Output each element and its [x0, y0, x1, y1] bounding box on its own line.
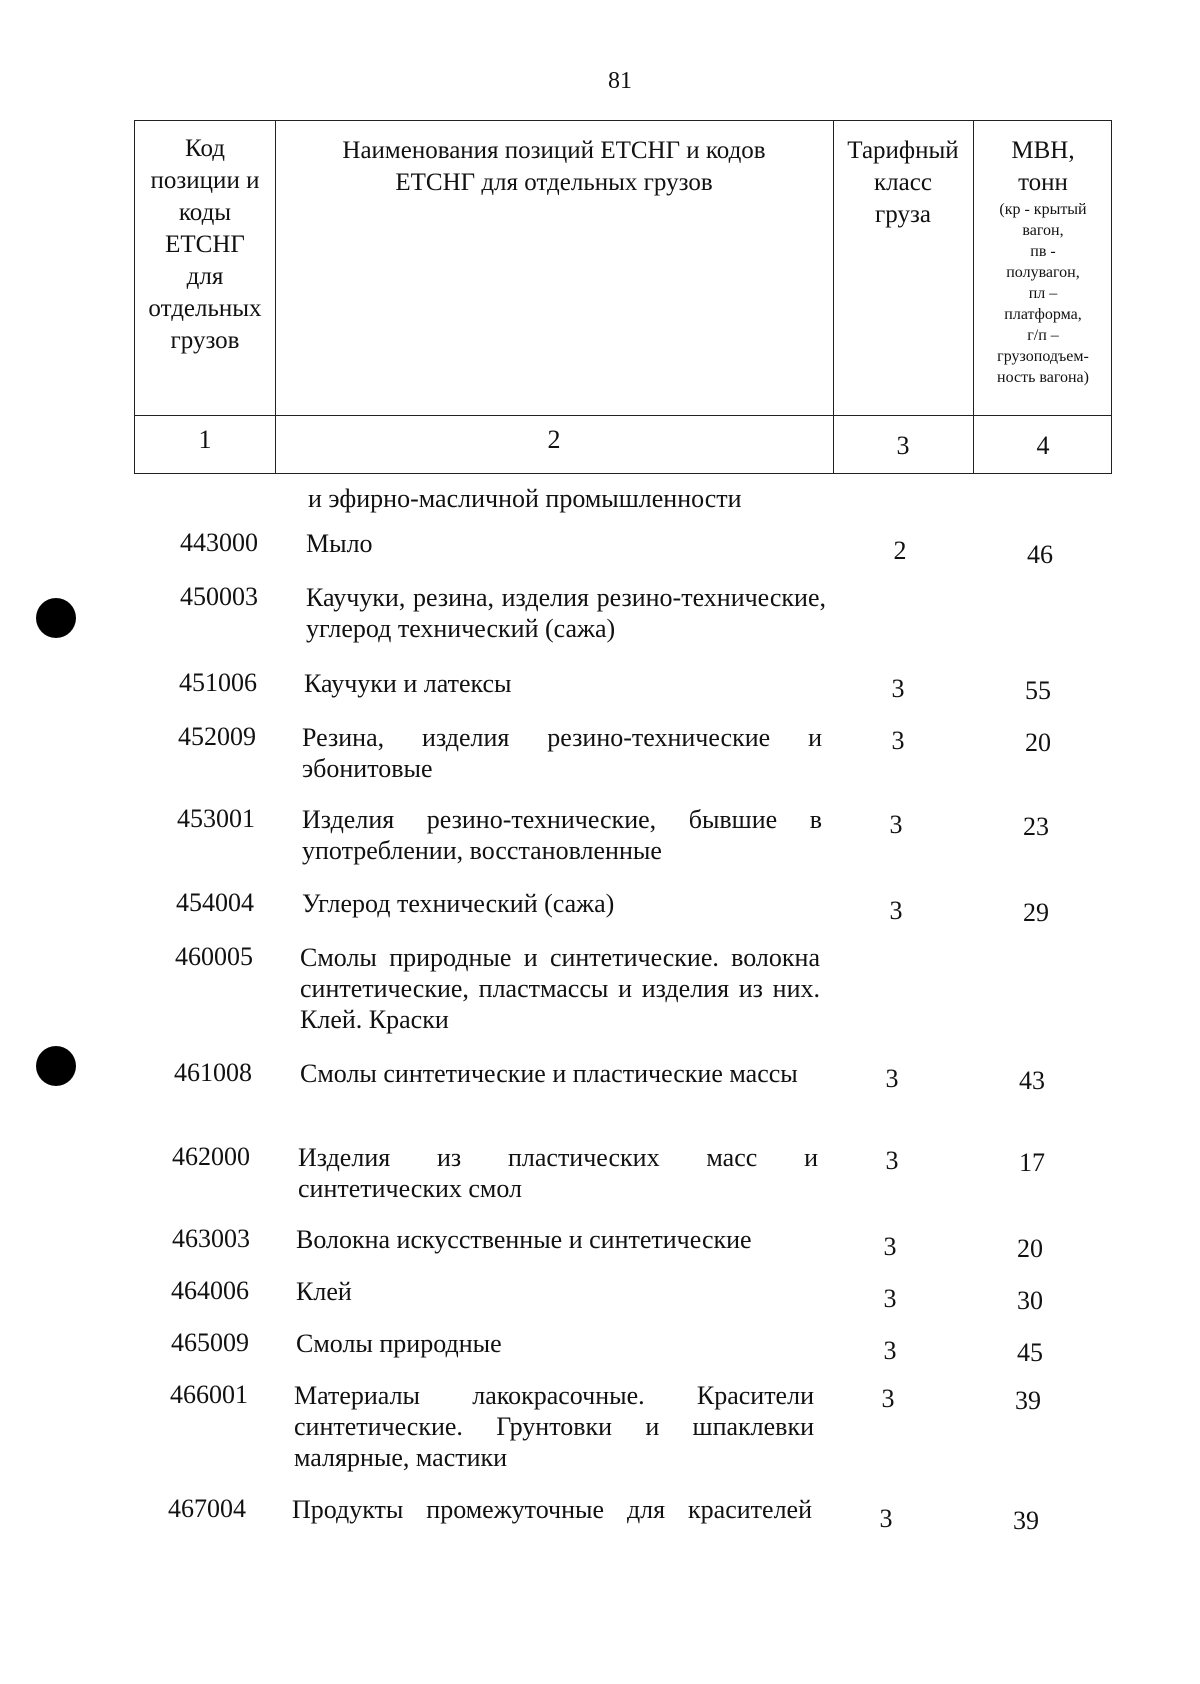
position-code: 466001 [170, 1380, 248, 1409]
tariff-class: 3 [883, 1336, 897, 1365]
header-text: Тарифный [847, 137, 959, 164]
header-note: ность вагона) [997, 369, 1089, 386]
position-code: 461008 [174, 1058, 252, 1087]
tariff-class: 3 [889, 810, 903, 839]
position-code: 464006 [171, 1276, 249, 1305]
mvn-value: 20 [1025, 728, 1051, 757]
header-number-divider [135, 415, 1111, 416]
position-code: 467004 [168, 1494, 246, 1523]
position-name: Резина, изделия резино-технические и эбонитовые [302, 723, 822, 783]
header-note: пл – [1028, 285, 1058, 302]
mvn-value: 39 [1015, 1386, 1041, 1415]
header-text: класс [874, 169, 932, 196]
page-number: 81 [608, 68, 632, 94]
mvn-value: 55 [1025, 676, 1051, 705]
position-name: Изделия резино-технические, бывшие в употреблении, восстановленные [302, 805, 822, 865]
tariff-class: 2 [893, 536, 907, 565]
header-col3 [833, 135, 973, 231]
punch-hole-mark [36, 1046, 76, 1086]
mvn-value: 23 [1023, 812, 1049, 841]
position-name: Углерод технический (сажа) [302, 889, 615, 918]
position-code: 460005 [175, 942, 253, 971]
tariff-class: 3 [885, 1064, 899, 1093]
position-name: Смолы природные [296, 1329, 502, 1358]
mvn-value: 20 [1017, 1234, 1043, 1263]
position-name: Волокна искусственные и синтетические [296, 1225, 752, 1254]
position-name: Продукты промежуточные для красителей [292, 1495, 812, 1524]
header-text: коды [178, 199, 232, 226]
column-number: 2 [547, 425, 561, 454]
table-header [134, 120, 1112, 474]
tariff-class: 3 [881, 1384, 895, 1413]
header-col4 [973, 135, 1113, 388]
header-note: грузоподъем- [997, 348, 1089, 365]
header-text: Код [185, 135, 225, 162]
header-text: отдельных [148, 295, 262, 322]
header-text: МВН, [1011, 137, 1075, 164]
position-name: Изделия из пластических масс и синтетических смол [298, 1143, 818, 1203]
header-col1 [135, 133, 275, 357]
position-code: 443000 [180, 528, 258, 557]
header-text: ЕТСНГ [165, 231, 245, 258]
tariff-class: 3 [879, 1504, 893, 1533]
header-text: позиции и [150, 167, 260, 194]
header-text: груза [875, 201, 931, 228]
header-text: грузов [170, 327, 240, 354]
tariff-class: 3 [889, 896, 903, 925]
position-code: 465009 [171, 1328, 249, 1357]
position-name: Материалы лакокрасочные. Красители синтетические. Грунтовки и шпаклевки малярные, мастики [294, 1381, 814, 1472]
mvn-value: 29 [1023, 898, 1049, 927]
column-number: 3 [896, 431, 910, 460]
position-code: 450003 [180, 582, 258, 611]
mvn-value: 45 [1017, 1338, 1043, 1367]
position-code: 453001 [177, 804, 255, 833]
column-number: 4 [1036, 431, 1050, 460]
position-code: 454004 [176, 888, 254, 917]
position-code: 462000 [172, 1142, 250, 1171]
position-name: Мыло [306, 529, 373, 558]
position-name: Смолы синтетические и пластические массы [300, 1059, 798, 1088]
continuation-text: и эфирно-масличной промышленности [308, 484, 742, 513]
tariff-class: 3 [885, 1146, 899, 1175]
tariff-class: 3 [883, 1284, 897, 1313]
header-note: (кр - крытый [999, 201, 1087, 218]
position-name: Смолы природные и синтетические. волокна синтетические, пластмассы и изделия из них. Клей. Краски [300, 943, 820, 1034]
mvn-value: 30 [1017, 1286, 1043, 1315]
position-code: 452009 [178, 722, 256, 751]
tariff-class: 3 [883, 1232, 897, 1261]
header-text: тонн [1018, 169, 1068, 196]
mvn-value: 39 [1013, 1506, 1039, 1535]
position-code: 451006 [179, 668, 257, 697]
tariff-class: 3 [891, 674, 905, 703]
header-note: вагон, [1022, 222, 1064, 239]
header-note: полувагон, [1006, 264, 1080, 281]
mvn-value: 17 [1019, 1148, 1045, 1177]
position-name: Каучуки и латексы [304, 669, 512, 698]
header-note: г/п – [1027, 327, 1059, 344]
position-name: Клей [296, 1277, 352, 1306]
mvn-value: 46 [1027, 540, 1053, 569]
header-text: ЕТСНГ для отдельных грузов [395, 169, 713, 196]
mvn-value: 43 [1019, 1066, 1045, 1095]
header-note: пв - [1030, 243, 1056, 260]
tariff-class: 3 [891, 726, 905, 755]
header-text: Наименования позиций ЕТСНГ и кодов [342, 137, 766, 164]
header-text: для [186, 263, 224, 290]
punch-hole-mark [36, 598, 76, 638]
header-col2 [275, 135, 833, 199]
position-name: Каучуки, резина, изделия резино-технические, углерод технический (сажа) [306, 583, 826, 643]
position-code: 463003 [172, 1224, 250, 1253]
header-note: платформа, [1004, 306, 1082, 323]
column-number: 1 [198, 425, 212, 454]
